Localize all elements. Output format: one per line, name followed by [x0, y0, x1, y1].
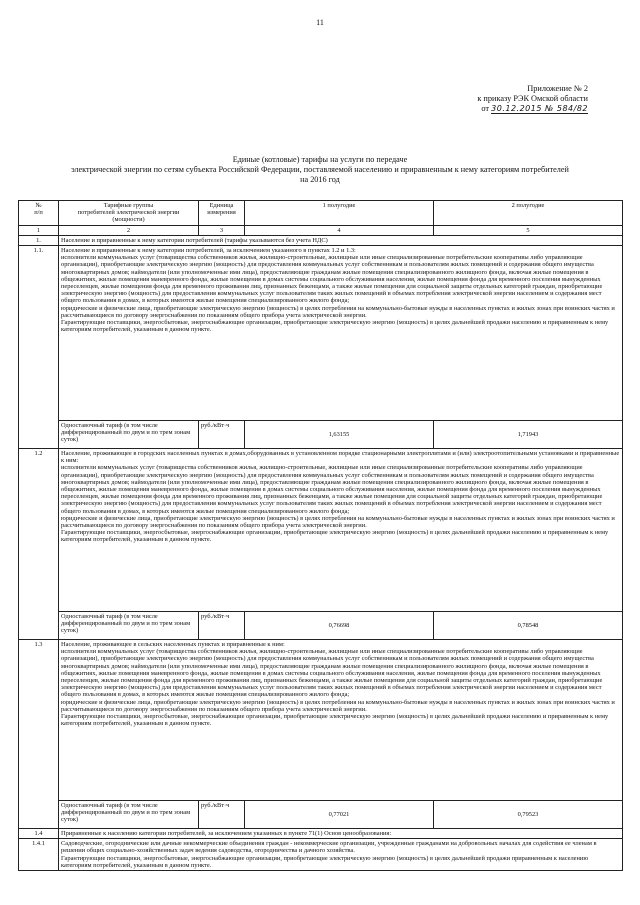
- header-num: № п/п: [19, 201, 59, 226]
- row-num: 1.2: [19, 449, 59, 640]
- row-text: Население и приравненные к нему категории потребителей, за исключением указанного в пунктах 1.2 и 1.3: исполнители коммунальных услуг (товарищества собственников жилья, жилищно-строительные, жилищные или иные специализированные потребительские кооперативы либо управляющие организации), приобретающие электрическую энергию (мощность) для предоставления коммунальных услуг собственникам и пользователям жилых помещений и содержания общего имущества многоквартирных домов; наймодатели (или уполномоченные ими лица), предоставляющие гражданам жилые помещения специализированного жилищного фонда, включая жилые помещения в общежитиях, жилые помещения маневренного фонда, жилые помещения в домах системы социального обслуживания населения, жилые помещения фонда для временного поселения вынужденных переселенцев, жилые помещения фонда для временного проживания лиц, признанных беженцами, а также жилые помещения для социальной защиты отдельных категорий граждан, приобретающие электрическую энергию (мощность) для предоставления коммунальных услуг пользователям таких жилых помещений в объемах потребления электрической энергии населением и содержания мест общего пользования в домах, в которых имеются жилые помещения специализированного жилого фонда; юридические и физические лица, приобретающие электрическую энергию (мощность) в целях потребления на коммунально-бытовые нужды в населенных пунктах и жилых зонах при воинских частях и рассчитывающиеся по договору энергоснабжения по показаниям общего прибора учета электрической энергии. Гарантирующие поставщики, энергосбытовые, энергоснабжающие организации, приобретающие электрическую энергию (мощность) в целях дальнейшей продажи населению и приравненным к нему категориям потребителей, указанным в данном пункте.: [59, 246, 623, 421]
- table-row: [19, 449, 623, 612]
- title-line-1: Единые (котловые) тарифы на услуги по передаче: [232, 155, 408, 164]
- tariff-value-h2: 0,78548: [434, 612, 623, 640]
- appendix-date: [408, 104, 588, 114]
- row-text: Приравненные к населению категории потребителей, за исключением указанных в пункте 71(1) Основ ценообразования:: [59, 829, 623, 839]
- tariff-value-h1: 1,63155: [245, 421, 434, 449]
- title-line-3: на 2016 год: [300, 175, 340, 184]
- row-num: 1.4.1: [19, 839, 59, 871]
- appendix-date-prefix: от: [481, 104, 490, 113]
- row-num: 1.4: [19, 829, 59, 839]
- row-text: Население и приравненные к нему категории потребителей (тарифы указываются без учета НДС): [59, 235, 623, 245]
- title-line-2: электрической энергии по сетям субъекта Российской Федерации, поставляемой населению и приравненным к нему категориям потребителей: [71, 165, 569, 174]
- tariff-unit: руб./кВт·ч: [199, 801, 245, 829]
- table-index-row: [19, 225, 623, 235]
- header-unit: Единица измерения: [199, 201, 245, 226]
- tariff-unit: руб./кВт·ч: [199, 421, 245, 449]
- header-group: Тарифные группы потребителей электрической энергии (мощности): [59, 201, 199, 226]
- row-text: Население, проживающее в городских населенных пунктах в домах,оборудованных в установленном порядке стационарными электроплитами и (или) электроотопительными установками и приравненные к ним: исполнители коммунальных услуг (товарищества собственников жилья, жилищно-строительные, жилищные или иные специализированные потребительские кооперативы либо управляющие организации), приобретающие электрическую энергию (мощность) для предоставления коммунальных услуг собственникам и пользователям жилых помещений и содержания общего имущества многоквартирных домов; наймодатели (или уполномоченные ими лица), предоставляющие гражданам жилые помещения специализированного жилищного фонда, включая жилые помещения в общежитиях, жилые помещения маневренного фонда, жилые помещения в домах системы социального обслуживания населения, жилые помещения фонда для временного поселения вынужденных переселенцев, жилые помещения фонда для временного проживания лиц, признанных беженцами, а также жилые помещения для социальной защиты отдельных категорий граждан, приобретающие электрическую энергию (мощность) для предоставления коммунальных услуг пользователям таких жилых помещений в объемах потребления электрической энергии населением и содержания мест общего пользования в домах, в которых имеются жилые помещения специализированного жилого фонда; юридические и физические лица, приобретающие электрическую энергию (мощность) в целях потребления на коммунально-бытовые нужды в населенных пунктах и жилых зонах при воинских частях и рассчитывающиеся по договору энергоснабжения по показаниям общего прибора учета электрической энергии. Гарантирующие поставщики, энергосбытовые, энергоснабжающие организации, приобретающие электрическую энергию (мощность) в целях дальнейшей продажи населению и приравненным к нему категориям потребителей, указанным в данном пункте.: [59, 449, 623, 612]
- table-header-row: [19, 201, 623, 226]
- row-num: 1.3: [19, 640, 59, 829]
- index-cell: 4: [245, 225, 434, 235]
- row-num: 1.1.: [19, 246, 59, 449]
- table-row: [19, 640, 623, 801]
- row-text: Население, проживающее в сельских населенных пунктах и приравненные к ним: исполнители коммунальных услуг (товарищества собственников жилья, жилищно-строительные, жилищные или иные специализированные потребительские кооперативы либо управляющие организации), приобретающие электрическую энергию (мощность) для предоставления коммунальных услуг собственникам и пользователям жилых помещений и содержания общего имущества многоквартирных домов; наймодатели (или уполномоченные ими лица), предоставляющие гражданам жилые помещения специализированного жилищного фонда, включая жилые помещения в общежитиях, жилые помещения маневренного фонда, жилые помещения в домах системы социального обслуживания населения, жилые помещения фонда для временного поселения вынужденных переселенцев, жилые помещения фонда для временного проживания лиц, признанных беженцами, а также жилые помещения для социальной защиты отдельных категорий граждан, приобретающие электрическую энергию (мощность) для предоставления коммунальных услуг пользователям таких жилых помещений в объемах потребления электрической энергии населением и содержания мест общего пользования в домах, в которых имеются жилые помещения специализированного жилого фонда; юридические и физические лица, приобретающие электрическую энергию (мощность) в целях потребления на коммунально-бытовые нужды в населенных пунктах и жилых зонах при воинских частях и рассчитывающиеся по договору энергоснабжения по показаниям общего прибора учета электрической энергии. Гарантирующие поставщики, энергосбытовые, энергоснабжающие организации, приобретающие электрическую энергию (мощность) в целях дальнейшей продажи населению и приравненным к нему категориям потребителей, указанным в данном пункте.: [59, 640, 623, 801]
- handwritten-date: 30.12.2015 № 584/82: [491, 104, 588, 113]
- row-num: 1.: [19, 235, 59, 245]
- appendix-order: к приказу РЭК Омской области: [477, 94, 588, 103]
- page-number: 11: [316, 18, 324, 27]
- header-half-2: 2 полугодие: [434, 201, 623, 226]
- index-cell: 3: [199, 225, 245, 235]
- tariff-unit: руб./кВт·ч: [199, 612, 245, 640]
- document-title: [0, 155, 640, 185]
- table-row: [19, 235, 623, 245]
- tariff-label: Одноставочный тариф (в том числе дифференцированный по двум и по трем зонам суток): [59, 421, 199, 449]
- tariff-table: [18, 200, 623, 871]
- table-row: [19, 246, 623, 421]
- appendix-title: Приложение № 2: [527, 84, 588, 93]
- appendix-block: [408, 84, 588, 114]
- table-row: [19, 829, 623, 839]
- index-cell: 1: [19, 225, 59, 235]
- tariff-value-h2: 0,79523: [434, 801, 623, 829]
- tariff-value-h1: 0,77021: [245, 801, 434, 829]
- tariff-label: Одноставочный тариф (в том числе дифференцированный по двум и по трем зонам суток): [59, 612, 199, 640]
- tariff-value-row: [19, 612, 623, 640]
- tariff-value-h2: 1,71943: [434, 421, 623, 449]
- table-row: [19, 839, 623, 871]
- header-half-1: 1 полугодие: [245, 201, 434, 226]
- index-cell: 5: [434, 225, 623, 235]
- row-text: Садоводческие, огороднические или дачные некоммерческие объединения граждан - некоммерческие организации, учрежденные гражданами на добровольных началах для содействия ее членам в решении общих социально-хозяйственных задач ведения садоводства, огородничества и дачного хозяйства. Гарантирующие поставщики, энергосбытовые, энергоснабжающие организации, приобретающие электрическую энергию (мощность) в целях дальнейшей продажи приравненным к населению категориям потребителей, указанным в данном пункте.: [59, 839, 623, 871]
- index-cell: 2: [59, 225, 199, 235]
- tariff-label: Одноставочный тариф (в том числе дифференцированный по двум и по трем зонам суток): [59, 801, 199, 829]
- tariff-value-row: [19, 421, 623, 449]
- tariff-value-row: [19, 801, 623, 829]
- tariff-value-h1: 0,76698: [245, 612, 434, 640]
